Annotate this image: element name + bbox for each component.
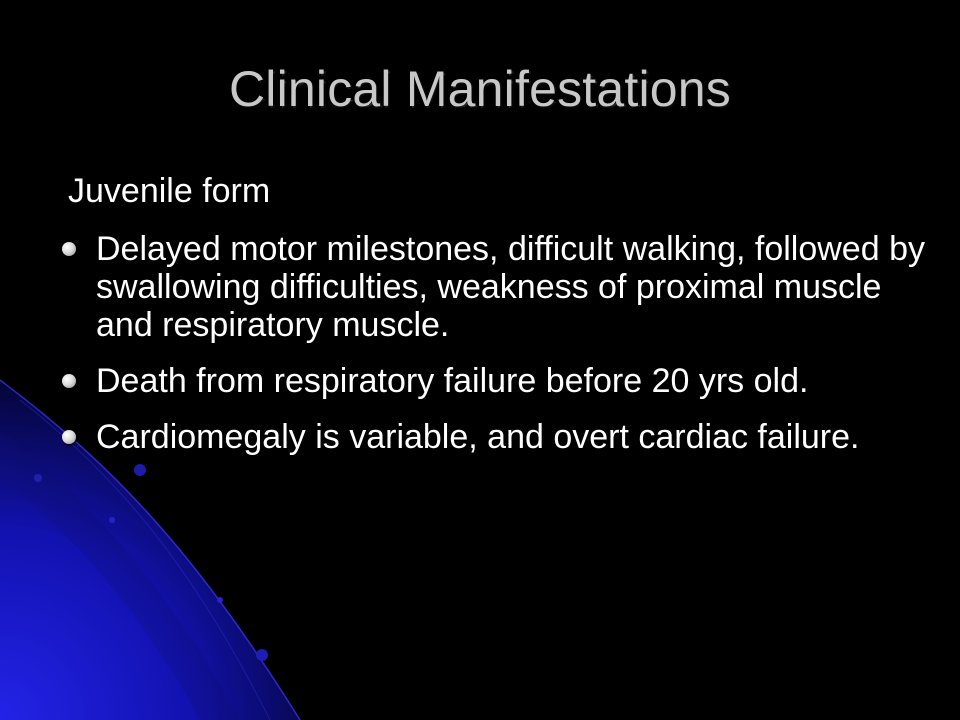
bullet-text: Delayed motor milestones, difficult walking, followed by swallowing difficulties, weakness of proximal muscle and respiratory muscle. <box>96 230 925 344</box>
slide-content <box>60 172 930 474</box>
decorative-dot <box>256 649 268 661</box>
bullet-icon <box>62 242 76 256</box>
bullet-item <box>60 362 930 400</box>
bullet-item <box>60 230 930 344</box>
slide-title: Clinical Manifestations <box>228 61 732 117</box>
section-heading: Juvenile form <box>68 172 271 210</box>
decorative-dot <box>109 517 115 523</box>
bullet-item <box>60 418 930 456</box>
bullet-icon <box>62 430 76 444</box>
bullet-icon <box>62 374 76 388</box>
bullet-text: Cardiomegaly is variable, and overt cardiac failure. <box>96 418 860 456</box>
decorative-dot <box>217 597 223 603</box>
bullet-text: Death from respiratory failure before 20 yrs old. <box>96 362 809 400</box>
decorative-dot <box>34 474 42 482</box>
